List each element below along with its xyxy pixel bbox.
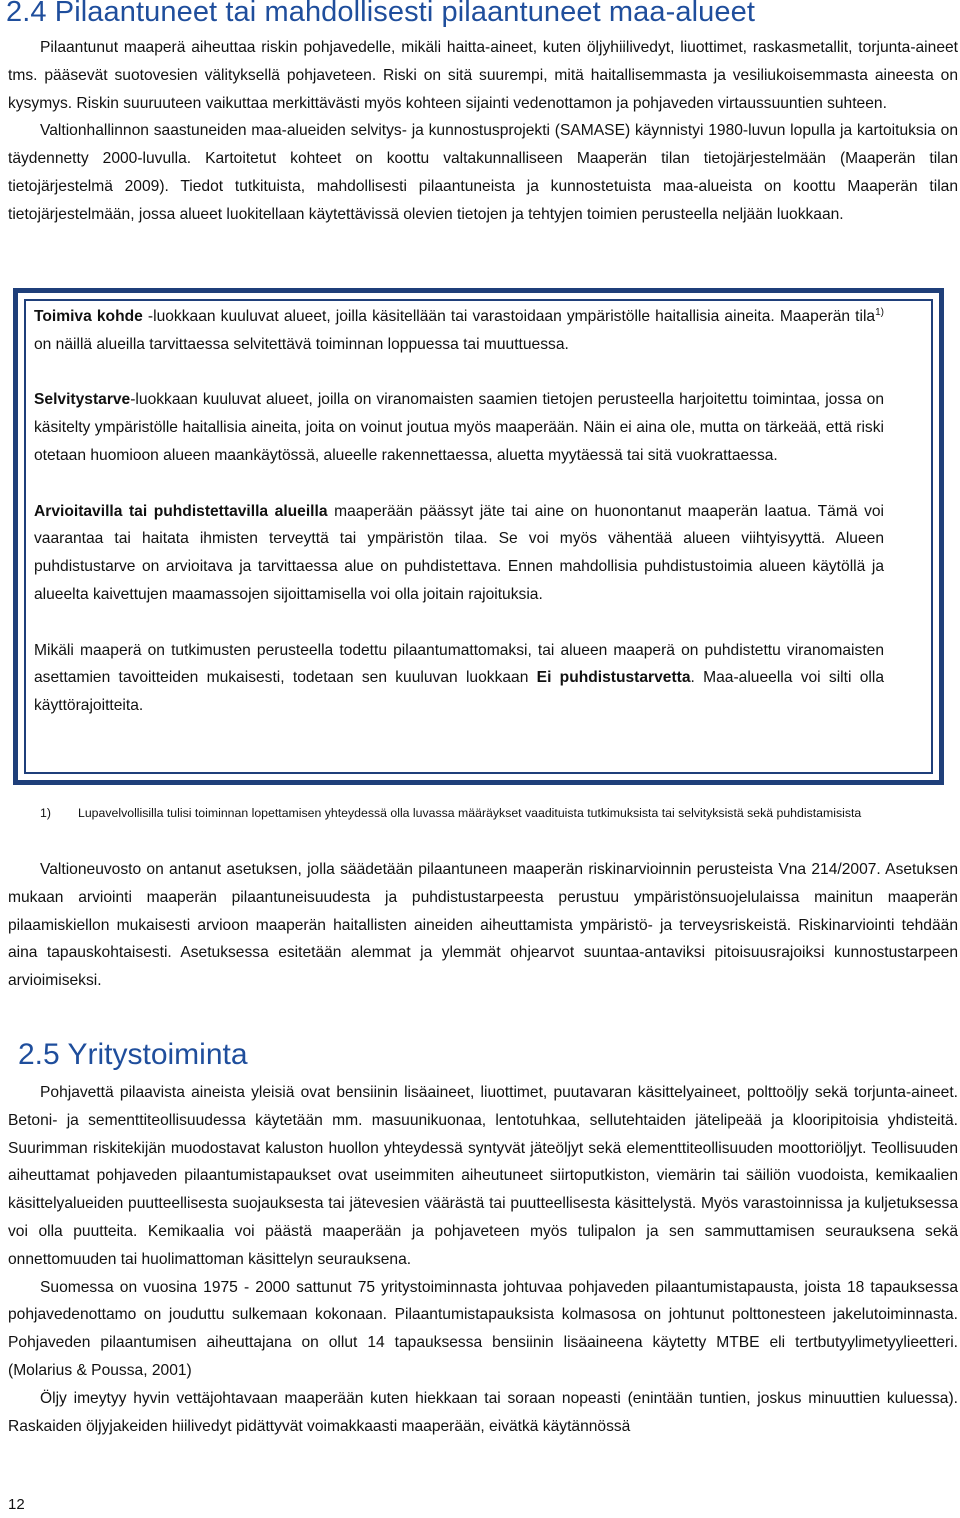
paragraph: Öljy imeytyy hyvin vettäjohtavaan maaperään kuten hiekkaan tai soraan nopeasti (enintään tuntien, joskus minuuttien kuluessa). Raskaiden öljyjakeiden hiilivedyt pidättyvät voimakkaasti maaperään, eivätkä käytännössä <box>8 1389 958 1435</box>
section-2-4-text <box>8 34 958 229</box>
paragraph: Suomessa on vuosina 1975 - 2000 sattunut 75 yritystoiminnasta johtuvaa pohjaveden pilaantumistapausta, joista 18 tapauksessa pohjavedenottamo on jouduttu sulkemaan kokonaan. Pilaantumistapauksista kolmasosa on johtunut polttonesteen jakelutoiminnasta. Pohjaveden pilaantumisen aiheuttajana on ollut 14 tapauksessa bensiinin lisäaineena käytetty MTBE eli tertbutyylimetyylieetteri. (Molarius & Poussa, 2001) <box>8 1278 958 1379</box>
term: Ei puhdistustarvetta <box>536 669 691 687</box>
term: Toimiva kohde <box>34 308 143 325</box>
page-number: 12 <box>8 1496 25 1513</box>
text: -luokkaan kuuluvat alueet, joilla käsitellään tai varastoidaan ympäristölle haitallisia aineita. Maaperän tila <box>142 308 876 325</box>
section-heading-2-4: 2.4 Pilaantuneet tai mahdollisesti pilaantuneet maa-alueet <box>6 0 756 28</box>
section-2-5-text <box>8 1079 958 1440</box>
term: Arvioitavilla tai puhdistettavilla alueilla <box>34 502 328 520</box>
text: on näillä alueilla tarvittaessa selvitettävä toiminnan loppuessa tai muuttuessa. <box>34 335 569 353</box>
text: . Maa-alueella voi silti olla käyttörajoitteita. <box>34 669 884 715</box>
section-heading-2-5: 2.5 Yritystoiminta <box>18 1038 248 1071</box>
paragraph: Valtioneuvosto on antanut asetuksen, jolla säädetään pilaantuneen maaperän riskinarvioinnin perusteista Vna 214/2007. Asetuksen mukaan arviointi maaperän pilaantuneisuudesta ja puhdistustarpeesta perustuu ympäristönsuojelulaissa mainitun maaperän pilaamiskiellon mukaisesti arvioon maaperän haitallisten aineiden aiheuttamista ympäristö- ja terveysriskeistä. Riskinarviointi tehdään aina tapauskohtaisesti. Asetuksessa esitetään alemmat ja ylemmät ohjearvot suuntaa-antaviksi pitoisuusrajoiksi kunnostustarpeen arvioimiseksi. <box>8 861 958 990</box>
text: Mikäli maaperä on tutkimusten perusteella todettu pilaantumattomaksi, tai alueen maaperä on puhdistettu viranomaisten asettamien tavoitteiden mukaisesti, todetaan sen kuuluvan luokkaan <box>34 641 884 687</box>
class-ei-puhdistustarvetta <box>34 637 884 720</box>
class-toimiva-kohde <box>34 303 884 359</box>
paragraph: Pohjavettä pilaavista aineista yleisiä ovat bensiinin lisäaineet, liuottimet, puutavaran käsittelyaineet, polttoöljy sekä torjunta-aineet. Betoni- ja sementtiteollisuudessa käytetään mm. masuunikuonaa, lentotuhkaa, sellutehtaiden jätelipeää ja klooripitoisia yhdisteitä. Suurimman riskitekijän muodostavat kaluston huollon yhteydessä syntyvät jäteöljyt sekä elementtiteollisuuden moottoriöljyt. Teollisuuden aiheuttamat pohjaveden pilaantumistapaukset ovat useimmiten aiheutuneet siirtoputkiston, viemärin tai säiliön vuodoista, kemikaalien käsittelyalueiden puutteellisesta suojauksesta tai jätevesien väärästä tai puutteellisesta käsittelystä. Myös varastoinnissa ja kuljetuksessa voi olla puutteita. Kemikaalia voi päästä maaperään ja pohjaveteen myös tulipalon ja sen sammuttamisen seurauksena sekä onnettomuuden tai huolimattoman käsittelyn seurauksena. <box>8 1084 958 1268</box>
paragraph: Valtionhallinnon saastuneiden maa-alueiden selvitys- ja kunnostusprojekti (SAMASE) käynnistyi 1980-luvun lopulla ja kartoituksia on täydennetty 2000-luvulla. Kartoitetut kohteet on koottu valtakunnalliseen Maaperän tilan tietojärjestelmään (Maaperän tilan tietojärjestelmä 2009). Tiedot tutkituista, mahdollisesti pilaantuneista ja kunnostetuista maa-alueista on koottu Maaperän tilan tietojärjestelmään, jossa alueet luokitellaan käytettävissä olevien tietojen ja tehtyjen toimien perusteella neljään luokkaan. <box>8 122 958 223</box>
after-box-text <box>8 856 958 995</box>
text: -luokkaan kuuluvat alueet, joilla on viranomaisten saamien tietojen perusteella harjoitettu toimintaa, jossa on käsitelty ympäristölle haitallisia aineita, joita on voinut joutua myös maaperään. Näin ei aina ole, mutta on tärkeää, että riski otetaan huomioon alueen maankäytössä, alueelle rakennettaessa, aluetta myytäessä tai sitä vuokrattaessa. <box>34 391 884 464</box>
footnote-text: Lupavelvollisilla tulisi toiminnan lopettamisen yhteydessä olla luvassa määräykset vaadituista tutkimuksista tai selvityksistä sekä puhdistamisista <box>78 806 862 820</box>
classification-box-text <box>34 303 884 748</box>
term: Selvitystarve <box>34 391 131 409</box>
paragraph: Pilaantunut maaperä aiheuttaa riskin pohjavedelle, mikäli haitta-aineet, kuten öljyhiilivedyt, liuottimet, raskasmetallit, torjunta-aineet tms. pääsevät suotovesien välityksellä pohjaveteen. Riski on sitä suurempi, mitä haitallisemmasta ja vesiliukoisemmasta aineesta on kysymys. Riskin suuruuteen vaikuttaa merkittävästi myös kohteen sijainti vedenottamon ja pohjaveden virtaussuuntien suhteen. <box>8 39 958 112</box>
footnote-ref: 1) <box>875 306 884 318</box>
class-selvitystarve <box>34 386 884 469</box>
class-arvioitavilla <box>34 498 884 609</box>
text: maaperään päässyt jäte tai aine on huonontanut maaperän laatua. Tämä voi vaarantaa tai haitata ihmisten terveyttä tai ympäristön tilaa. Se voi myös vähentää alueen viihtyisyyttä. Alueen puhdistustarve on arvioitava ja tarvittaessa alue on puhdistettava. Ennen mahdollisia puhdistustoimia alueen käytöllä ja alueelta kaivettujen maamassojen sijoittamisella voi olla joitain rajoituksia. <box>34 502 885 603</box>
footnote-number: 1) <box>40 806 51 820</box>
